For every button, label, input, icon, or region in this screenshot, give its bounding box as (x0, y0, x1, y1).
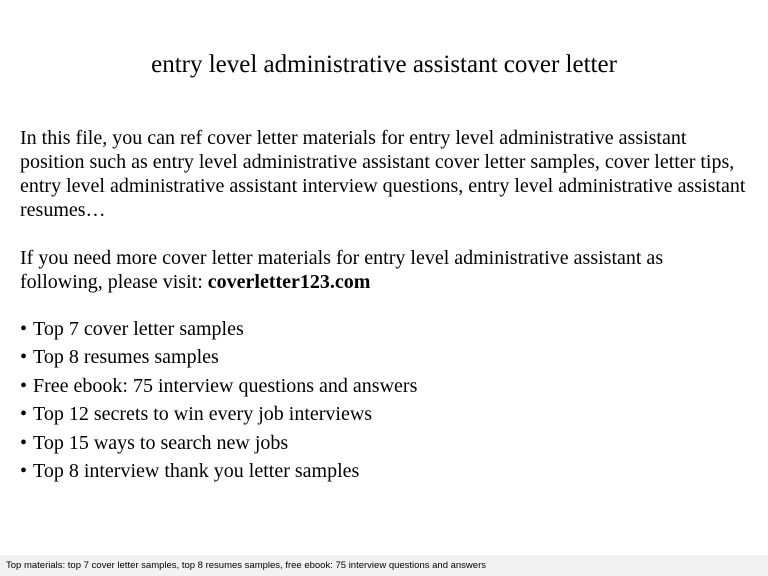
list-item-label: Top 7 cover letter samples (33, 318, 244, 340)
list-item[interactable] (20, 429, 750, 457)
list-item[interactable] (20, 400, 750, 428)
list-item[interactable] (20, 457, 750, 485)
footer-text: Top materials: top 7 cover letter samples, top 8 resumes samples, free ebook: 75 interview questions and answers (6, 560, 486, 571)
visit-text: If you need more cover letter materials for entry level administrative assistant as following, please visit: (20, 247, 664, 293)
bullet: • (20, 460, 28, 483)
intro-paragraph: In this file, you can ref cover letter materials for entry level administrative assistant position such as entry level administrative assistant cover letter samples, cover letter tips, entry level administrative assistant interview questions, entry level administrative assistant resumes… (20, 127, 746, 221)
list-item[interactable] (20, 343, 750, 371)
list-item-label: Top 8 interview thank you letter samples (33, 460, 360, 483)
footer-bar (0, 555, 768, 576)
bullet: • (20, 403, 28, 426)
bullet: • (20, 346, 28, 369)
list-item-label: Free ebook: 75 interview questions and answers (33, 374, 418, 397)
bullet: • (20, 318, 28, 340)
bullet: • (20, 374, 28, 397)
list-item-label: Top 15 ways to search new jobs (33, 431, 289, 454)
visit-paragraph (20, 246, 750, 294)
site-link[interactable]: coverletter123.com (207, 271, 371, 293)
list-item[interactable] (20, 372, 750, 400)
materials-list (20, 315, 750, 485)
bullet: • (20, 431, 28, 454)
list-item-label: Top 12 secrets to win every job interviews (33, 403, 373, 426)
list-item-label: Top 8 resumes samples (33, 346, 219, 369)
slide-title: entry level administrative assistant cover letter (151, 51, 617, 78)
list-item[interactable] (20, 315, 750, 343)
